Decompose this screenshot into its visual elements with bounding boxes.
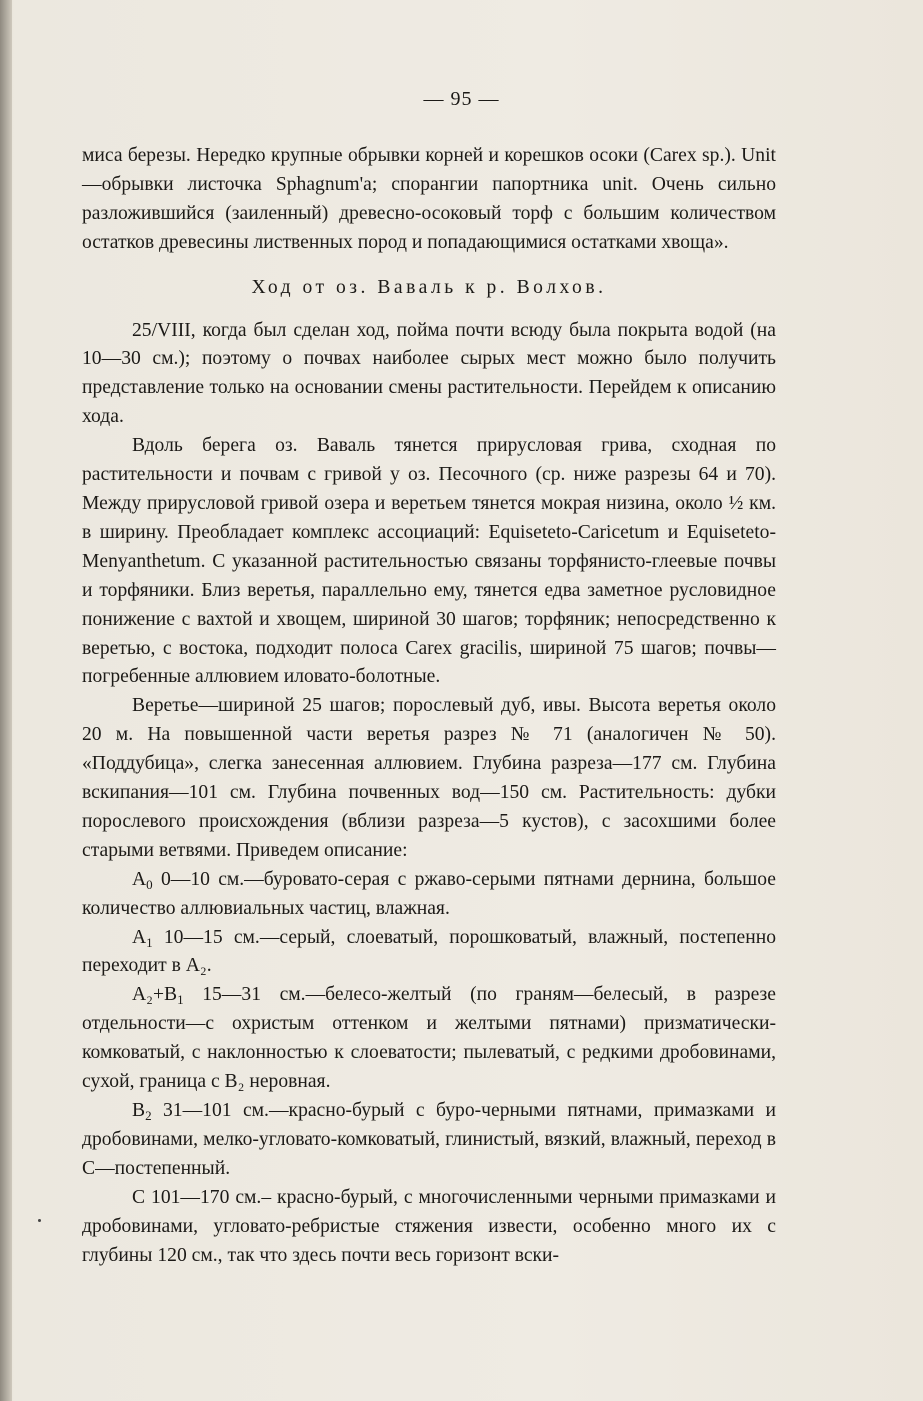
horizon-label: $A_0$ xyxy=(132,868,153,892)
horizon-label: $B_2$ xyxy=(132,1100,152,1123)
section-heading: Ход от оз. Ваваль к р. Волхов. xyxy=(251,276,607,298)
paragraph-lake-shore: Вдоль берега оз. Ваваль тянется прирусловая грива, сходная по растительности и почвам с гривой у оз. Песочного (ср. ниже разрезы 64 и 70). Между прирусловой гривой озера и веретьем тянется мокрая низина, около ½ км. в ширину. Преобладает комплекс ассоциаций: Equiseteto-Caricetum и Equiseteto-Menyanthetum. С указанной растительностью связаны торфянисто-глеевые почвы и торфяники. Близ веретья, параллельно ему, тянется едва заметное русловидное понижение с вахтой и хвощем, шириной 30 шагов; торфяник; непосредственно к веретью, с востока, подходит полоса Carex gracilis, шириной 75 шагов; почвы—погребенные аллювием иловато-болотные. xyxy=(82,435,776,688)
paragraph-route-date: 25/VIII, когда был сделан ход, пойма почти всюду была покрыта водой (на 10—30 см.); поэтому о почвах наиболее сырых мест можно было получить представление только на основании смены растительности. Перейдем к описанию хода. xyxy=(82,319,776,428)
horizon-a1 xyxy=(82,924,776,982)
horizon-description: 101—170 см.– красно-бурый, с многочисленными черными примазками и дробовинами, угловато-ребристые стяжения извести, особенно много их с глубины 120 см., так что здесь почти весь горизонт вски- xyxy=(82,1186,776,1266)
paragraph-veretye: Веретье—шириной 25 шагов; порослевый дуб, ивы. Высота веретья около 20 м. На повышенной части веретья разрез № 71 (аналогичен № 50). «Поддубица», слегка занесенная аллювием. Глубина разреза—177 см. Глубина вскипания—101 см. Глубина почвенных вод—150 см. Растительность: дубки порослевого происхождения (вблизи разреза—5 кустов), с засохшими более старыми ветвями. Приведем описание: xyxy=(82,695,776,861)
paragraph-continuation: миса березы. Нередко крупные обрывки корней и корешков осоки (Carex sp.). Unit—обрывки листочка Sphagnum'a; спорангии папортника unit. Очень сильно разложившийся (заиленный) древесно-осоковый торф с большим количеством остатков древесины лиственных пород и попадающимися остатками хвоща». xyxy=(82,145,776,253)
horizon-a0 xyxy=(82,866,776,924)
horizon-description: 15—31 см.—белесо-желтый (по граням—белесый, в разрезе отдельности—с охристым оттенком и желтыми пятнами) призматически-комковатый, с наклонностью к слоеватости; пылеватый, с редкими дробовинами, сухой, граница с B₂ неровная. xyxy=(82,984,776,1093)
horizon-c xyxy=(82,1184,776,1271)
horizon-a2-b1 xyxy=(82,981,776,1097)
horizon-description: 10—15 см.—серый, слоеватый, порошковатый, влажный, постепенно переходит в A₂. xyxy=(82,926,776,977)
horizon-label: C xyxy=(132,1186,146,1208)
page-body xyxy=(82,142,776,1270)
horizon-label: $A_1$ xyxy=(132,926,153,950)
horizon-description: 0—10 см.—буровато-серая с ржаво-серыми пятнами дернина, большое количество аллювиальных частиц, влажная. xyxy=(82,868,777,919)
page-binding-edge xyxy=(0,0,12,1401)
horizon-description: 31—101 см.—красно-бурый с буро-черными пятнами, примазками и дробовинами, мелко-угловато-комковатый, глинистый, вязкий, влажный, переход в C—постепенный. xyxy=(82,1100,777,1179)
horizon-label: $A_2+B_1$ xyxy=(132,984,184,1008)
horizon-b2 xyxy=(82,1097,776,1184)
page-number: — 95 — xyxy=(423,88,500,110)
margin-speck xyxy=(38,1219,41,1222)
